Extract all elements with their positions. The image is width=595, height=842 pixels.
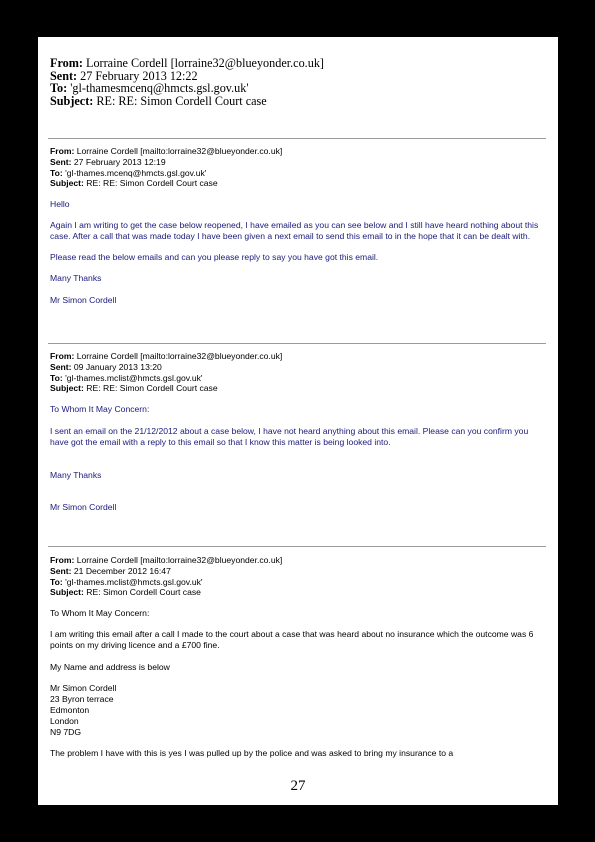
from-value: Lorraine Cordell [mailto:lorraine32@blueyonder.co.uk]	[76, 555, 283, 565]
subject-value: RE: RE: Simon Cordell Court case	[86, 178, 218, 189]
to-label: To:	[50, 372, 63, 383]
closing: Many Thanks	[50, 273, 102, 284]
paragraph: Again I am writing to get the case below reopened, I have emailed as you can see below and I still have heard nothing about this case. After a call that was made today I have been given a next email to send this email to in the hope that it can be dealt with.	[50, 219, 539, 241]
email-1	[50, 146, 544, 306]
email-1-meta	[50, 146, 544, 189]
from-label: From:	[50, 56, 83, 70]
from-value: Lorraine Cordell [lorraine32@blueyonder.co.uk]	[86, 56, 324, 70]
sent-label: Sent:	[50, 156, 72, 167]
subject-value: RE: RE: Simon Cordell Court case	[96, 93, 267, 108]
from-label: From:	[50, 351, 75, 361]
to-label: To:	[50, 576, 63, 587]
document-page	[38, 37, 558, 805]
address-line: Mr Simon Cordell	[50, 683, 117, 694]
divider	[48, 546, 546, 547]
subject-value: RE: RE: Simon Cordell Court case	[86, 383, 218, 394]
sent-value: 27 February 2013 12:22	[80, 68, 198, 83]
email-2	[50, 351, 544, 513]
paragraph: Please read the below emails and can you please reply to say you have got this email.	[50, 251, 379, 262]
to-label: To:	[50, 167, 63, 178]
sent-value: 27 February 2013 12:19	[73, 156, 166, 167]
to-value: 'gl-thames.mclist@hmcts.gsl.gov.uk'	[65, 372, 203, 383]
sent-value: 09 January 2013 13:20	[73, 361, 162, 372]
address-block	[50, 683, 544, 737]
page-number: 27	[290, 778, 306, 794]
sent-label: Sent:	[50, 361, 72, 372]
from-label: From:	[50, 555, 75, 565]
divider	[48, 343, 546, 344]
subject-label: Subject:	[50, 93, 94, 108]
sent-value: 21 December 2012 16:47	[73, 565, 171, 576]
to-value: 'gl-thames.mclist@hmcts.gsl.gov.uk'	[65, 576, 203, 587]
subject-value: RE: Simon Cordell Court case	[86, 587, 201, 598]
address-line: London	[50, 715, 79, 726]
greeting: To Whom It May Concern:	[50, 404, 150, 415]
sent-label: Sent:	[50, 565, 72, 576]
to-value: 'gl-thamesmcenq@hmcts.gsl.gov.uk'	[70, 81, 249, 96]
signature: Mr Simon Cordell	[50, 502, 117, 513]
divider	[48, 138, 546, 139]
address-line: 23 Byron terrace	[50, 694, 114, 705]
subject-label: Subject:	[50, 178, 84, 189]
to-value: 'gl-thames.mcenq@hmcts.gsl.gov.uk'	[65, 167, 207, 178]
from-label: From:	[50, 146, 75, 156]
address-line: N9 7DG	[50, 726, 82, 737]
sent-label: Sent:	[50, 68, 78, 83]
paragraph: My Name and address is below	[50, 661, 170, 672]
subject-label: Subject:	[50, 383, 84, 394]
paragraph: I am writing this email after a call I made to the court about a case that was heard about no insurance which the outcome was 6 points on my driving licence and a £700 fine.	[50, 628, 534, 650]
address-line: Edmonton	[50, 704, 90, 715]
paragraph: The problem I have with this is yes I was pulled up by the police and was asked to bring my insurance to a	[50, 748, 454, 759]
email-3-meta	[50, 555, 544, 598]
to-label: To:	[50, 81, 68, 96]
email-header	[50, 57, 324, 107]
paragraph: I sent an email on the 21/12/2012 about a case below, I have not heard anything about this email. Please can you confirm you have got the email with a reply to this email so that I know this matter is being looked into.	[50, 425, 529, 447]
greeting: Hello	[50, 199, 70, 210]
greeting: To Whom It May Concern:	[50, 608, 150, 619]
signature: Mr Simon Cordell	[50, 295, 117, 306]
email-3	[50, 555, 544, 759]
email-2-meta	[50, 351, 544, 394]
from-value: Lorraine Cordell [mailto:lorraine32@blueyonder.co.uk]	[76, 146, 283, 156]
from-value: Lorraine Cordell [mailto:lorraine32@blueyonder.co.uk]	[76, 351, 283, 361]
subject-label: Subject:	[50, 587, 84, 598]
closing: Many Thanks	[50, 469, 102, 480]
